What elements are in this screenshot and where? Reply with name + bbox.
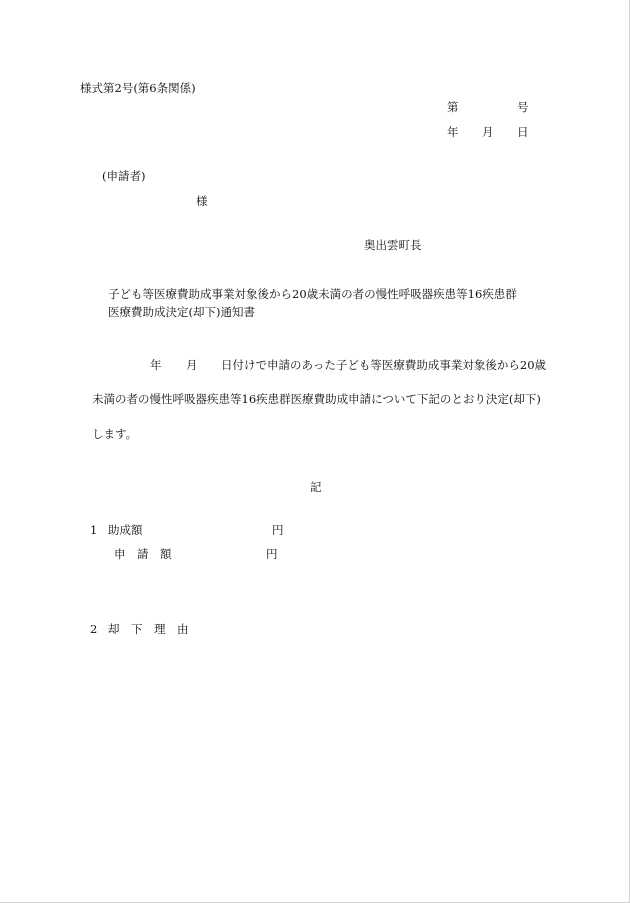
applicant-label: (申請者) (102, 169, 146, 183)
honorific: 様 (196, 194, 208, 208)
item-1-number: 1 (90, 523, 98, 537)
body-line-2: 未満の者の慢性呼吸器疾患等16疾患群医療費助成申請について下記のとおり決定(却下) (92, 392, 541, 406)
title-line-2: 医療費助成決定(却下)通知書 (108, 305, 255, 319)
doc-number-suffix: 号 (517, 100, 529, 114)
item-1-sub-unit: 円 (266, 547, 278, 561)
form-number: 様式第2号(第6条関係) (80, 81, 196, 95)
item-1-sub-label: 申 請 額 (114, 547, 172, 561)
date-year: 年 (447, 125, 459, 139)
title-line-1: 子ども等医療費助成事業対象後から20歳未満の者の慢性呼吸器疾患等16疾患群 (108, 287, 517, 301)
issuer: 奥出雲町長 (364, 238, 422, 252)
body-month: 月 (186, 358, 198, 372)
body-line-3: します。 (92, 427, 138, 441)
body-year: 年 (150, 358, 162, 372)
item-2-number: 2 (90, 622, 98, 636)
doc-number-prefix: 第 (447, 100, 459, 114)
ki-heading: 記 (310, 480, 322, 494)
date-month: 月 (482, 125, 494, 139)
date-day: 日 (517, 125, 529, 139)
body-line-1: 日付けで申請のあった子ども等医療費助成事業対象後から20歳 (221, 358, 547, 372)
item-2-label: 却 下 理 由 (108, 622, 189, 636)
item-1-unit: 円 (272, 523, 284, 537)
item-1-label: 助成額 (108, 523, 143, 537)
